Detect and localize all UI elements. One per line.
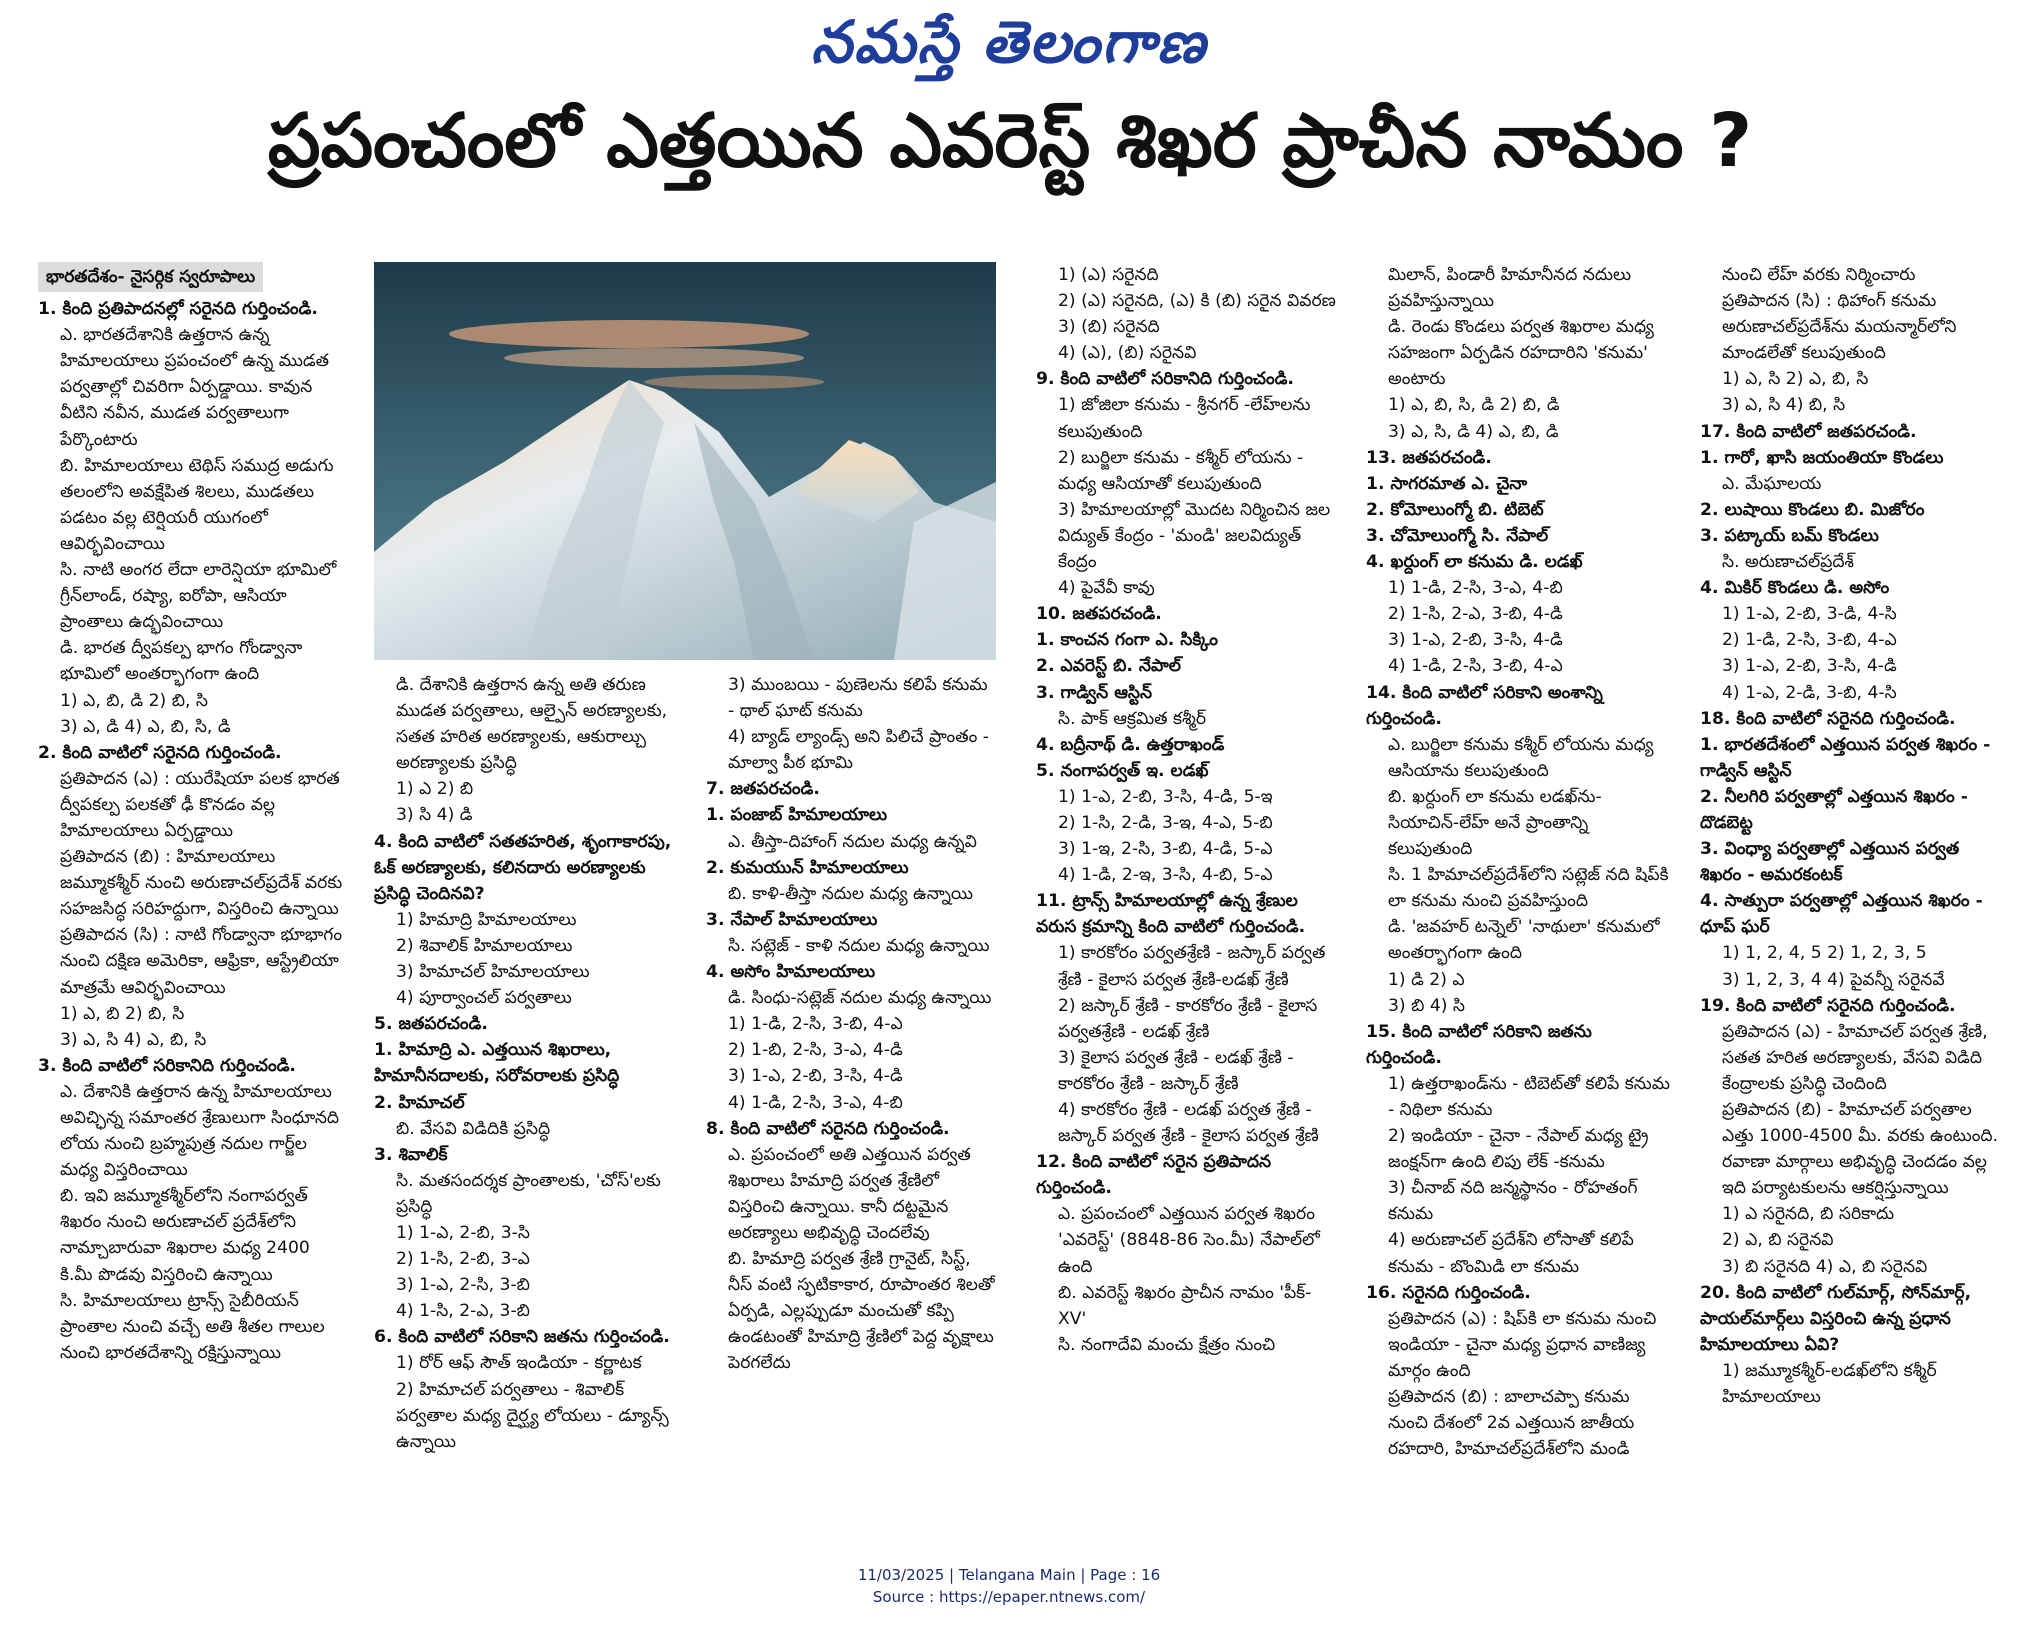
answer-option: 3) 1-ఎ, 2-బి, 3-సి, 4-డి	[728, 1066, 903, 1087]
answer-option: 2) 1-డి, 2-సి, 3-బి, 4-ఎ	[1722, 630, 1897, 651]
text-line: బి. కాళి-తీస్తా నదుల మధ్య ఉన్నాయి	[728, 883, 973, 904]
answer-option: 3) హిమాలయాల్లో మొదట నిర్మించిన జల విద్యుత్ కేంద్రం - 'మండి' జలవిద్యుత్ కేంద్రం	[1058, 499, 1331, 573]
answer-option: 1) ఎ, బి, సి, డి 2) బి, డి	[1388, 395, 1560, 416]
question-heading: 2. నీలగిరి పర్వతాల్లో ఎత్తయిన శిఖరం - దొడబెట్ట	[1700, 786, 1968, 833]
answer-option: 3) 1-ఎ, 2-సి, 3-బి	[396, 1275, 530, 1296]
answer-option: 1) ఎ సరైనది, బి సరికాదు	[1722, 1204, 1895, 1225]
question-heading: 12. కింది వాటిలో సరైన ప్రతిపాదన గుర్తించండి.	[1036, 1152, 1272, 1199]
answer-option: 2) 1-సి, 2-బి, 3-ఎ	[396, 1249, 530, 1270]
question-heading: 13. జతపరచండి.	[1366, 447, 1492, 468]
newspaper-masthead: నమస్తే తెలంగాణ	[811, 8, 1207, 76]
everest-photo	[374, 262, 996, 660]
question-heading: 9. కింది వాటిలో సరికానిది గుర్తించండి.	[1036, 369, 1294, 390]
text-line: బి. ఇవి జమ్మూకశ్మీర్‌లోని నంగాపర్వత్ శిఖరం నుంచి అరుణాచల్ ప్రదేశ్‌లోని నామ్చాబారువా శిఖరాల మధ్య 2400 కి.మీ పొడవు విస్తరించి ఉన్నాయి	[60, 1186, 310, 1285]
text-line: ప్రతిపాదన (సి) : నాటి గోండ్వానా భూభాగం నుంచి దక్షిణ అమెరికా, ఆఫ్రికా, ఆస్ట్రేలియా మాత్రమే ఆవిర్భవించాయి	[60, 925, 343, 998]
question-heading: 1. గారో, ఖాసి జయంతియా కొండలు	[1700, 447, 1944, 468]
text-line: ప్రతిపాదన (బి) : బాలాచప్పా కనుమ నుంచి దేశంలో 2వ ఎత్తయిన జాతీయ రహదారి, హిమాచల్‌ప్రదేశ్‌లోని మండి	[1388, 1387, 1635, 1460]
text-line: సి. నంగాదేవి మంచు క్షేత్రం నుంచి	[1058, 1334, 1276, 1355]
question-heading: 8. కింది వాటిలో సరైనది గుర్తించండి.	[706, 1118, 950, 1139]
answer-option: 3) 1-ఎ, 2-బి, 3-సి, 4-డి	[1722, 656, 1897, 677]
answer-option: 2) 1-సి, 2-డి, 3-ఇ, 4-ఎ, 5-బి	[1058, 812, 1273, 833]
answer-option: 2) హిమాచల్ పర్వతాలు - శివాలిక్ పర్వతాల మధ్య దైర్ఘ్య లోయలు - డ్యూన్స్ ఉన్నాయి	[396, 1379, 669, 1452]
answer-option: 3) 1-ఎ, 2-బి, 3-సి, 4-డి	[1388, 630, 1563, 651]
text-line: సి. హిమాలయాలు ట్రాన్స్ సైబీరియన్ ప్రాంతాల నుంచి వచ్చే అతి శీతల గాలుల నుంచి భారతదేశాన్ని రక్షిస్తున్నాయి	[60, 1290, 325, 1363]
question-heading: 1. భారతదేశంలో ఎత్తయిన పర్వత శిఖరం - గాడ్విన్ ఆస్టిన్	[1700, 734, 1991, 781]
answer-option: 3) (బి) సరైనది	[1058, 317, 1160, 338]
question-heading: 5. జతపరచండి.	[374, 1014, 488, 1035]
answer-option: 3) ఎ, సి, డి 4) ఎ, బి, డి	[1388, 421, 1559, 442]
footer-date-line: 11/03/2025 | Telangana Main | Page : 16	[857, 1566, 1161, 1584]
answer-option: 1) ఎ, బి, డి 2) బి, సి	[60, 690, 208, 711]
text-line: డి. సింధు-సట్లెజ్ నదుల మధ్య ఉన్నాయి	[728, 988, 992, 1009]
text-line: సి. నాటి అంగర లేదా లారెన్షియా భూమిలో గ్రీన్‌లాండ్, రష్యా, ఐరోపా, ఆసియా ప్రాంతాలు ఉద్భవించాయి	[60, 560, 337, 633]
answer-option: 4) (ఎ), (బి) సరైనవి	[1058, 343, 1197, 364]
text-line: ఎ. బుర్జిలా కనుమ కశ్మీర్ లోయను మధ్య ఆసియాను కలుపుతుంది	[1388, 734, 1654, 781]
text-line: ఎ. మేఘాలయ	[1722, 473, 1822, 494]
answer-option: 2) జస్కార్ శ్రేణి - కారకోరం శ్రేణి - కైలాస పర్వతశ్రేణి - లడఖ్ శ్రేణి	[1058, 995, 1318, 1042]
answer-option: 3) చీనాబ్ నది జన్మస్థానం - రోహతంగ్ కనుమ	[1388, 1178, 1638, 1225]
text-line: డి. రెండు కొండలు పర్వత శిఖరాల మధ్య సహజంగా ఏర్పడిన రహదారిని 'కనుమ' అంటారు	[1388, 317, 1654, 390]
text-line: బి. వేసవి విడిదికి ప్రసిద్ధి	[396, 1118, 551, 1139]
answer-option: 3) హిమాచల్ హిమాలయాలు	[396, 962, 590, 983]
answer-option: 1) జమ్మూకశ్మీర్-లడఖ్‌లోని కశ్మీర్ హిమాలయాలు	[1722, 1360, 1937, 1408]
question-heading: 11. ట్రాన్స్ హిమాలయాల్లో ఉన్న శ్రేణుల వరుస క్రమాన్ని కింది వాటిలో గుర్తించండి.	[1036, 891, 1306, 938]
page-headline: ప్రపంచంలో ఎత్తయిన ఎవరెస్ట్ శిఖర ప్రాచీన నామం ?	[267, 98, 1753, 184]
question-heading: 2. ఎవరెస్ట్ బి. నేపాల్	[1036, 656, 1181, 677]
text-line: ఎ. ప్రపంచంలో ఎత్తయిన పర్వత శిఖరం 'ఎవరెస్ట్' (8848-86 సెం.మీ) నేపాల్‌లో ఉంది	[1058, 1204, 1320, 1277]
text-line: నుంచి లేహ్ వరకు నిర్మించారు	[1722, 265, 1916, 285]
section-tag: భారతదేశం- నైసర్గిక స్వరూపాలు	[38, 262, 263, 292]
answer-option: 4) 1-డి, 2-సి, 3-ఎ, 4-బి	[728, 1092, 903, 1113]
mountain-image	[374, 262, 996, 660]
question-heading: 16. సరైనది గుర్తించండి.	[1366, 1282, 1531, 1303]
question-heading: 7. జతపరచండి.	[706, 779, 820, 800]
answer-option: 1) 1-ఎ, 2-బి, 3-సి, 4-డి, 5-ఇ	[1058, 786, 1273, 807]
answer-option: 1) 1, 2, 4, 5 2) 1, 2, 3, 5	[1722, 943, 1927, 964]
answer-option: 1) డి 2) ఎ	[1388, 969, 1465, 990]
question-heading: 1. కాంచన గంగా ఎ. సిక్కిం	[1036, 630, 1218, 651]
column-1	[38, 262, 344, 1512]
question-heading: 17. కింది వాటిలో జతపరచండి.	[1700, 421, 1917, 442]
answer-option: 1) జోజిలా కనుమ - శ్రీనగర్ -లేహ్‌లను కలుపుతుంది	[1058, 395, 1311, 442]
question-heading: 1. సాగరమాత ఎ. చైనా	[1366, 473, 1528, 494]
footer-source-line: Source : https://epaper.ntnews.com/	[872, 1588, 1146, 1606]
answer-option: 3) సి 4) డి	[396, 805, 473, 826]
text-line: ప్రతిపాదన (ఎ) : షిప్‌కి లా కనుమ నుంచి ఇండియా - చైనా మధ్య ప్రధాన వాణిజ్య మార్గం ఉంది	[1388, 1308, 1657, 1381]
answer-option: 1) 1-డి, 2-సి, 3-ఎ, 4-బి	[1388, 578, 1563, 599]
question-heading: 4. అసోం హిమాలయాలు	[706, 962, 876, 983]
answer-option: 1) ఉత్తరాఖండ్‌ను - టిబెట్‌తో కలిపే కనుమ - నిథిలా కనుమ	[1388, 1073, 1670, 1120]
answer-option: 1) రోర్ ఆఫ్ సౌత్ ఇండియా - కర్ణాటక	[396, 1353, 642, 1374]
answer-option: 3) ఎ, సి 4) ఎ, బి, సి	[60, 1029, 207, 1050]
answer-option: 1) హిమాద్రి హిమాలయాలు	[396, 909, 577, 930]
question-heading: 1. హిమాద్రి ఎ. ఎత్తయిన శిఖరాలు, హిమానీనదాలకు, సరోవరాలకు ప్రసిద్ధి	[374, 1040, 620, 1087]
answer-option: 1) ఎ, సి 2) ఎ, బి, సి	[1722, 369, 1869, 390]
text-line: సి. అరుణాచల్‌ప్రదేశ్	[1722, 552, 1854, 573]
answer-option: 4) పూర్వాంచల్ పర్వతాలు	[396, 988, 572, 1009]
question-heading: 1. కింది ప్రతిపాదనల్లో సరైనది గుర్తించండి.	[38, 299, 318, 320]
answer-option: 1) ఎ, బి 2) బి, సి	[60, 1003, 185, 1024]
answer-option: 3) కైలాస పర్వత శ్రేణి - లడఖ్ శ్రేణి - కారకోరం శ్రేణి - జస్కార్ శ్రేణి	[1058, 1047, 1294, 1094]
text-line: బి. హిమాలయాలు టెథిస్ సముద్ర అడుగు తలంలోని అవక్షేపిత శిలలు, ముడతలు పడటం వల్ల టెర్షియరీ యుగంలో ఆవిర్భవించాయి	[60, 455, 334, 554]
answer-option: 4) అరుణాచల్ ప్రదేశ్‌ని లోసాతో కలిపే కనుమ - బొంమిడి లా కనుమ	[1388, 1230, 1634, 1277]
question-heading: 3. చోమోలుంగ్మో సి. నేపాల్	[1366, 525, 1549, 546]
text-line: ప్రతిపాదన (బి) : హిమాలయాలు జమ్మూకశ్మీర్ నుంచి అరుణాచల్‌ప్రదేశ్ వరకు సహజసిద్ధ సరిహద్దుగా, విస్తరించి ఉన్నాయి	[60, 847, 343, 920]
column-5	[1366, 262, 1672, 1512]
answer-option: 4) పైవేవీ కావు	[1058, 578, 1155, 599]
answer-option: 1) ఎ 2) బి	[396, 779, 474, 800]
answer-option: 2) 1-బి, 2-సి, 3-ఎ, 4-డి	[728, 1040, 903, 1061]
answer-option: 2) ఎ, బి సరైనవి	[1722, 1230, 1834, 1251]
question-heading: 2. కింది వాటిలో సరైనది గుర్తించండి.	[38, 742, 282, 763]
answer-option: 3) బి సరైనది 4) ఎ, బి సరైనవి	[1722, 1256, 1928, 1277]
question-heading: 1. పంజాబ్ హిమాలయాలు	[706, 805, 888, 826]
answer-option: 3) 1-ఇ, 2-సి, 3-బి, 4-డి, 5-ఎ	[1058, 839, 1273, 860]
answer-option: 3) 1, 2, 3, 4 4) పైవన్నీ సరైనవే	[1722, 969, 1945, 990]
question-heading: 2. కుమయున్ హిమాలయాలు	[706, 857, 909, 878]
answer-option: 2) ఇండియా - చైనా - నేపాల్ మధ్య ట్రై జంక్షన్‌గా ఉంది లిపు లేక్ -కనుమ	[1388, 1126, 1649, 1173]
question-heading: 20. కింది వాటిలో గుల్‌మార్గ్, సోన్‌మార్గ్, పాయల్‌మార్గ్‌లు విస్తరించి ఉన్న ప్రధాన హిమాలయాలు ఏవి?	[1700, 1282, 1972, 1355]
question-heading: 4. బద్రీనాథ్ డి. ఉత్తరాఖండ్	[1036, 734, 1225, 755]
text-line: ప్రతిపాదన (సి) : థిహాంగ్ కనుమ అరుణాచల్‌ప్రదేశ్‌ను మయన్మార్‌లోని మాండలేతో కలుపుతుంది	[1722, 291, 1957, 364]
text-line: డి. దేశానికి ఉత్తరాన ఉన్న అతి తరుణ ముడత పర్వతాలు, ఆల్పైన్ అరణ్యాలకు, సతత హరిత అరణ్యాలకు, ఆకురాల్చు అరణ్యాలకు ప్రసిద్ధి	[396, 675, 668, 774]
answer-option: 2) శివాలిక్ హిమాలయాలు	[396, 935, 573, 956]
answer-option: 2) 1-సి, 2-ఎ, 3-బి, 4-డి	[1388, 604, 1563, 625]
text-line: డి. 'జవహర్ టన్నెల్' 'నాథులా' కనుమలో అంతర్భాగంగా ఉంది	[1388, 917, 1660, 964]
answer-option: 3) ఎ, డి 4) ఎ, బి, సి, డి	[60, 716, 231, 737]
column-4	[1036, 262, 1336, 1512]
text-line: బి. హిమాద్రి పర్వత శ్రేణి గ్రానైట్, సిస్ట్, నీస్ వంటి స్ఫటికాకార, రూపాంతర శిలతో ఏర్పడి, ఎల్లప్పుడూ మంచుతో కప్పి ఉండటంతో హిమాద్రి శ్రేణిలో పెద్ద వృక్షాలు పెరగలేదు	[728, 1249, 995, 1374]
column-2	[374, 672, 680, 1512]
text-line: ప్రతిపాదన (ఎ) - హిమాచల్ పర్వత శ్రేణి, సతత హరిత అరణ్యాలకు, వేసవి విడిది కేంద్రాలకు ప్రసిద్ధి చెందింది	[1722, 1021, 1988, 1094]
answer-option: 1) 1-ఎ, 2-బి, 3-డి, 4-సి	[1722, 604, 1897, 625]
answer-option: 4) 1-డి, 2-ఇ, 3-సి, 4-బి, 5-ఎ	[1058, 865, 1273, 886]
question-heading: 3. గాడ్విన్ ఆస్టిన్	[1036, 682, 1153, 703]
question-heading: 5. నంగాపర్వత్ ఇ. లడఖ్	[1036, 760, 1209, 781]
answer-option: 4) బ్యాడ్ ల్యాండ్స్ అని పిలిచే ప్రాంతం - మాల్వా పీఠ భూమి	[728, 727, 989, 774]
text-line: ఎ. భారతదేశానికి ఉత్తరాన ఉన్న హిమాలయాలు ప్రపంచంలో ఉన్న ముడత పర్వతాల్లో చివరిగా ఏర్పడ్డాయి. కావున వీటిని నవీన, ముడత పర్వతాలుగా పేర్కొంటారు	[60, 325, 329, 450]
text-line: ఎ. ప్రపంచంలో అతి ఎత్తయిన పర్వత శిఖరాలు హిమాద్రి పర్వత శ్రేణిలో విస్తరించి ఉన్నాయి. కానీ దట్టమైన అరణ్యాలు అభివృద్ధి చెందలేవు	[728, 1144, 971, 1243]
text-line: బి. ఖర్దుంగ్ లా కనుమ లడఖ్‌ను-సియాచిన్-లేహ్ అనే ప్రాంతాన్ని కలుపుతుంది	[1388, 786, 1602, 860]
answer-option: 2) బుర్జిలా కనుమ - కశ్మీర్ లోయను - మధ్య ఆసియాతో కలుపుతుంది	[1058, 447, 1304, 494]
question-heading: 4. కింది వాటిలో సతతహరిత, శృంగాకారపు, ఓక్ అరణ్యాలకు, కలినదారు అరణ్యాలకు ప్రసిద్ధి చెందినవి?	[374, 831, 672, 904]
answer-option: 4) 1-సి, 2-ఎ, 3-బి	[396, 1301, 530, 1322]
answer-option: 1) (ఎ) సరైనది	[1058, 265, 1159, 285]
text-line: సి. పాక్ ఆక్రమిత కశ్మీర్	[1058, 708, 1207, 729]
text-line: సి. సట్లెజ్ - కాళి నదుల మధ్య ఉన్నాయి	[728, 935, 990, 956]
answer-option: 4) 1-ఎ, 2-డి, 3-బి, 4-సి	[1722, 682, 1897, 703]
question-heading: 3. నేపాల్ హిమాలయాలు	[706, 909, 878, 930]
question-heading: 2. కోమోలుంగ్మో బి. టిబెట్	[1366, 499, 1544, 520]
answer-option: 3) బి 4) సి	[1388, 995, 1465, 1016]
question-heading: 3. వింధ్యా పర్వతాల్లో ఎత్తయిన పర్వత శిఖరం - అమరకంటక్	[1700, 839, 1960, 886]
text-line: సి. మతసందర్శక ప్రాంతాలకు, 'చోస్'లకు ప్రసిద్ధి	[396, 1170, 661, 1217]
question-heading: 14. కింది వాటిలో సరికాని అంశాన్ని గుర్తించండి.	[1366, 682, 1603, 729]
column-6	[1700, 262, 2002, 1512]
text-line: ఎ. దేశానికి ఉత్తరాన ఉన్న హిమాలయాలు అవిచ్ఛిన్న సమాంతర శ్రేణులుగా సింధూనది లోయ నుంచి బ్రహ్మపుత్ర నదుల గార్జ్‌ల మధ్య విస్తరించాయి	[60, 1081, 340, 1181]
answer-option: 3) ఎ, సి 4) బి, సి	[1722, 395, 1846, 416]
column-3	[706, 672, 996, 1512]
answer-option: 1) కారకోరం పర్వతశ్రేణి - జస్కార్ పర్వత శ్రేణి - కైలాస పర్వత శ్రేణి-లడఖ్ శ్రేణి	[1058, 943, 1326, 990]
question-heading: 2. లుషాయి కొండలు బి. మిజోరం	[1700, 499, 1925, 520]
question-heading: 4. సాత్పురా పర్వతాల్లో ఎత్తయిన శిఖరం - ధూప్ ఘర్	[1700, 891, 1983, 938]
question-heading: 3. కింది వాటిలో సరికానిది గుర్తించండి.	[38, 1055, 296, 1076]
question-heading: 4. ఖర్దుంగ్ లా కనుమ డి. లడఖ్	[1366, 552, 1583, 573]
text-line: బి. ఎవరెస్ట్ శిఖరం ప్రాచీన నామం 'పీక్-XV'	[1058, 1282, 1312, 1329]
answer-option: 1) 1-డి, 2-సి, 3-బి, 4-ఎ	[728, 1014, 903, 1035]
text-line: డి. భారత ద్వీపకల్ప భాగం గోండ్వానా భూమిలో అంతర్భాగంగా ఉంది	[60, 638, 303, 685]
answer-option: 1) 1-ఎ, 2-బి, 3-సి	[396, 1222, 530, 1243]
text-line: మిలాన్, పిండారీ హిమానీనద నదులు ప్రవహిస్తున్నాయి	[1388, 265, 1632, 312]
answer-option: 2) (ఎ) సరైనది, (ఎ) కి (బి) సరైన వివరణ	[1058, 291, 1336, 312]
question-heading: 3. పట్కాయ్ బమ్ కొండలు	[1700, 525, 1879, 546]
text-line: ప్రతిపాదన (ఎ) : యురేషియా పలక భారత ద్వీపకల్ప పలకతో ఢీ కొనడం వల్ల హిమాలయాలు ఏర్పడ్డాయి	[60, 768, 340, 841]
text-line: ప్రతిపాదన (బి) - హిమాచల్ పర్వతాల ఎత్తు 1000-4500 మీ. వరకు ఉంటుంది. రవాణా మార్గాలు అభివృద్ధి చెందడం వల్ల ఇది పర్యాటకులను ఆకర్షిస్తున్నాయి	[1722, 1100, 1999, 1199]
question-heading: 2. హిమాచల్	[374, 1092, 465, 1113]
answer-option: 3) ముంబయి - పుణెలను కలిపే కనుమ - థాల్ ఘాట్ కనుమ	[728, 675, 988, 722]
question-heading: 15. కింది వాటిలో సరికాని జతను గుర్తించండి.	[1366, 1021, 1592, 1068]
question-heading: 3. శివాలిక్	[374, 1144, 448, 1165]
answer-option: 4) 1-డి, 2-సి, 3-బి, 4-ఎ	[1388, 656, 1563, 677]
question-heading: 10. జతపరచండి.	[1036, 604, 1162, 625]
question-heading: 18. కింది వాటిలో సరైనది గుర్తించండి.	[1700, 708, 1956, 729]
answer-option: 4) కారకోరం శ్రేణి - లడఖ్ పర్వత శ్రేణి - జస్కార్ పర్వత శ్రేణి - కైలాస పర్వత శ్రేణి	[1058, 1100, 1319, 1147]
text-line: సి. 1 హిమాచల్‌ప్రదేశ్‌లోని సట్లెజ్ నది షిప్‌కి లా కనుమ నుంచి ప్రవహిస్తుంది	[1388, 865, 1669, 912]
question-heading: 19. కింది వాటిలో సరైనది గుర్తించండి.	[1700, 995, 1956, 1016]
text-line: ఎ. తీస్తా-దిహాంగ్ నదుల మధ్య ఉన్నవి	[728, 831, 977, 852]
question-heading: 6. కింది వాటిలో సరికాని జతను గుర్తించండి.	[374, 1327, 670, 1348]
question-heading: 4. మికిర్ కొండలు డి. అసోం	[1700, 578, 1890, 599]
